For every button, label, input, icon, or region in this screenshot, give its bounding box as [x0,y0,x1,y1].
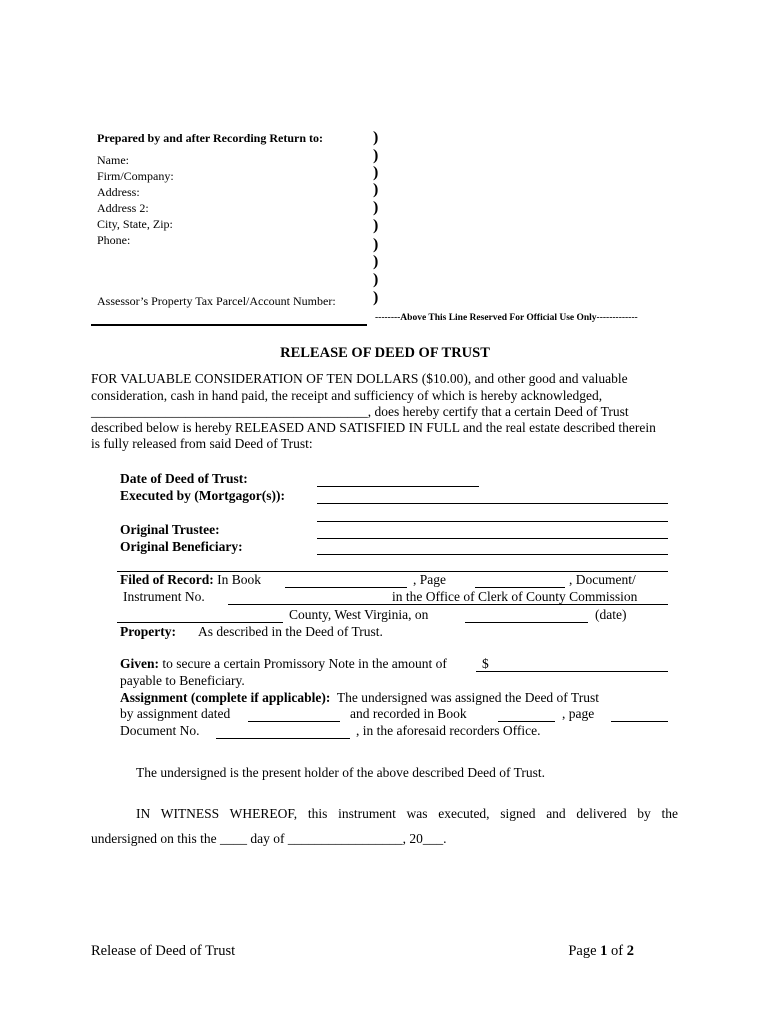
footer-title: Release of Deed of Trust [91,943,236,959]
original-trustee-blank[interactable] [317,538,668,539]
bracket: ) [373,236,379,253]
payable-text: payable to Beneficiary. [120,673,245,688]
intro-line: is fully released from said Deed of Trust: [91,436,313,451]
bracket: ) [373,271,379,288]
office-text: in the Office of Clerk of County Commission [392,589,638,604]
intro-line: _________________________________________, does hereby certify that a certain Deed of Trust [91,404,629,419]
county-blank[interactable] [117,622,283,623]
assignment-label: Assignment (complete if applicable): [120,690,331,705]
in-book-text: In Book [217,572,261,587]
book-blank[interactable] [285,587,407,588]
address2-field-label: Address 2: [97,201,149,215]
docno-text: Document No. [120,723,200,738]
executed-by-blank[interactable] [317,503,668,504]
official-use-note: --------Above This Line Reserved For Official Use Only------------- [375,313,638,323]
aforesaid-text: , in the aforesaid recorders Office. [356,723,541,738]
bracket: ) [373,129,379,146]
property-text: As described in the Deed of Trust. [197,624,383,639]
property-label: Property: [120,624,176,639]
header-divider [91,324,367,326]
docno-blank[interactable] [216,738,350,739]
intro-line: consideration, cash in hand paid, the receipt and sufficiency of which is hereby acknowledged, [91,388,603,403]
filed-of-record-row [120,572,261,588]
city-field-label: City, State, Zip: [97,217,173,231]
county-text: County, West Virginia, on [289,607,429,622]
assignment-book-blank[interactable] [498,721,555,722]
firm-field-label: Firm/Company: [97,169,174,183]
property-row [120,624,383,640]
original-beneficiary-blank[interactable] [317,554,668,555]
bracket: ) [373,181,379,198]
bracket: ) [373,217,379,234]
assignment-text: The undersigned was assigned the Deed of Trust [336,690,599,705]
instrument-text: Instrument No. [123,589,205,604]
by-assignment-text: by assignment dated [120,706,231,721]
phone-field-label: Phone: [97,233,131,247]
given-label: Given: [120,656,159,671]
page-word: Page [568,943,597,959]
given-text: to secure a certain Promissory Note in the amount of [162,656,447,671]
original-trustee-label: Original Trustee: [120,522,220,537]
prepared-by-heading: Prepared by and after Recording Return to: [97,131,323,145]
witness-line: IN WITNESS WHEREOF, this instrument was executed, signed and delivered by the [136,806,678,821]
amount-blank[interactable] [476,671,668,672]
page-number [568,943,634,959]
original-beneficiary-label: Original Beneficiary: [120,539,243,554]
assignment-date-blank[interactable] [248,721,340,722]
dollar-sign: $ [482,656,489,671]
date-of-deed-blank[interactable] [317,486,479,487]
document-text: , Document/ [569,572,636,587]
executed-by-label: Executed by (Mortgagor(s)): [120,488,285,503]
given-row [120,656,447,672]
assessor-label: Assessor’s Property Tax Parcel/Account Number: [97,294,336,308]
recorded-text: and recorded in Book [350,706,467,721]
page-text: , Page [413,572,446,587]
of-word: of [611,943,624,959]
executed-by-blank-2[interactable] [317,521,668,522]
bracket: ) [373,199,379,216]
total-pages: 2 [626,943,634,959]
name-field-label: Name: [97,153,129,167]
bracket: ) [373,164,379,181]
intro-line: FOR VALUABLE CONSIDERATION OF TEN DOLLARS ($10.00), and other good and valuable [91,371,628,386]
bracket: ) [373,289,379,306]
document-title: RELEASE OF DEED OF TRUST [280,345,490,361]
assignment-page-blank[interactable] [611,721,668,722]
assignment-row [120,690,599,706]
holder-statement: The undersigned is the present holder of the above described Deed of Trust. [136,765,546,780]
page2-text: , page [562,706,595,721]
current-page: 1 [600,943,608,959]
date-text: (date) [595,607,627,622]
filed-label: Filed of Record: [120,572,214,587]
witness-date-line: undersigned on this the ____ day of _________________, 20___. [91,831,447,846]
bracket: ) [373,147,379,164]
address-field-label: Address: [97,185,140,199]
page-blank[interactable] [475,587,565,588]
intro-line: described below is hereby RELEASED AND SATISFIED IN FULL and the real estate described therein [91,420,656,435]
bracket: ) [373,253,379,270]
date-of-deed-label: Date of Deed of Trust: [120,471,248,486]
date-blank[interactable] [465,622,588,623]
